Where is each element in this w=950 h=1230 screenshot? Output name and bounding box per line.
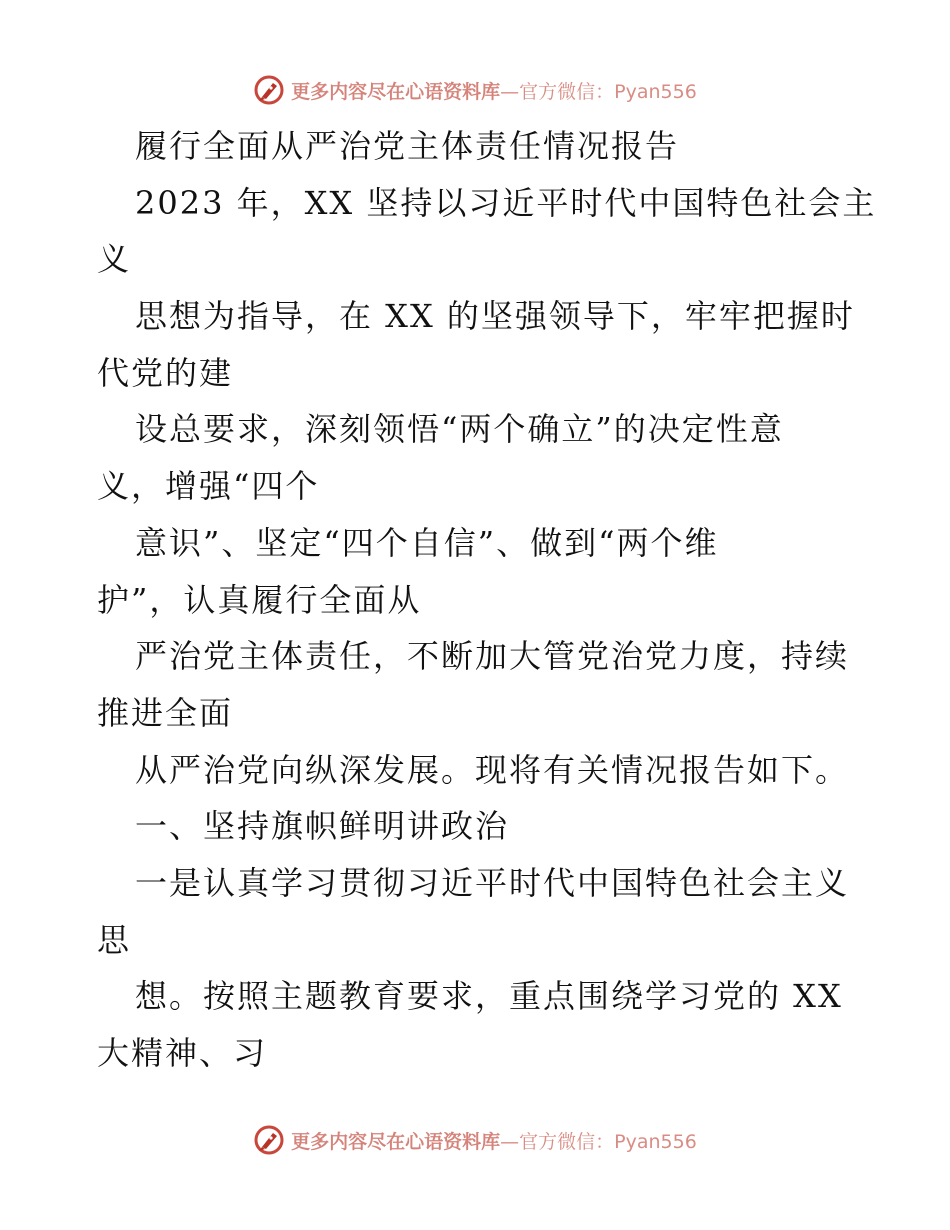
document-body <box>97 118 877 1082</box>
document-title: 履行全面从严治党主体责任情况报告 <box>135 127 680 165</box>
text-line: 推进全面 <box>97 693 234 732</box>
text-line: 大精神、习 <box>97 1034 268 1072</box>
text-line: 一是认真学习贯彻习近平时代中国特色社会主义 <box>135 863 850 902</box>
watermark-text: 更多内容尽在心语资料库—官方微信：Pyan556 <box>291 1130 697 1153</box>
text-line: 设总要求，深刻领悟“两个确立”的决定性意 <box>135 410 784 449</box>
text-line: 严治党主体责任，不断加大管党治党力度，持续 <box>135 637 850 676</box>
text-line: 意识”、坚定“四个自信”、做到“两个维 <box>135 523 719 562</box>
text-line: 代党的建 <box>97 353 234 392</box>
text-line: 思 <box>97 920 132 959</box>
pen-nib-circle-icon <box>253 74 285 106</box>
section-heading: 一、坚持旗帜鲜明讲政治 <box>135 807 510 846</box>
text-line: 想。按照主题教育要求，重点围绕学习党的 XX <box>135 977 843 1016</box>
text-line: 护”，认真履行全面从 <box>97 580 422 619</box>
text-line: 义 <box>97 240 132 279</box>
text-line: 从严治党向纵深发展。现将有关情况报告如下。 <box>135 750 850 789</box>
text-line: 2023 年，XX 坚持以习近平时代中国特色社会主 <box>135 183 877 222</box>
text-line: 义，增强“四个 <box>97 467 320 506</box>
footer-watermark <box>0 1120 950 1160</box>
watermark-text: 更多内容尽在心语资料库—官方微信：Pyan556 <box>291 80 697 103</box>
pen-nib-circle-icon <box>253 1124 285 1156</box>
header-watermark <box>0 70 950 110</box>
text-line: 思想为指导，在 XX 的坚强领导下，牢牢把握时 <box>135 297 855 336</box>
